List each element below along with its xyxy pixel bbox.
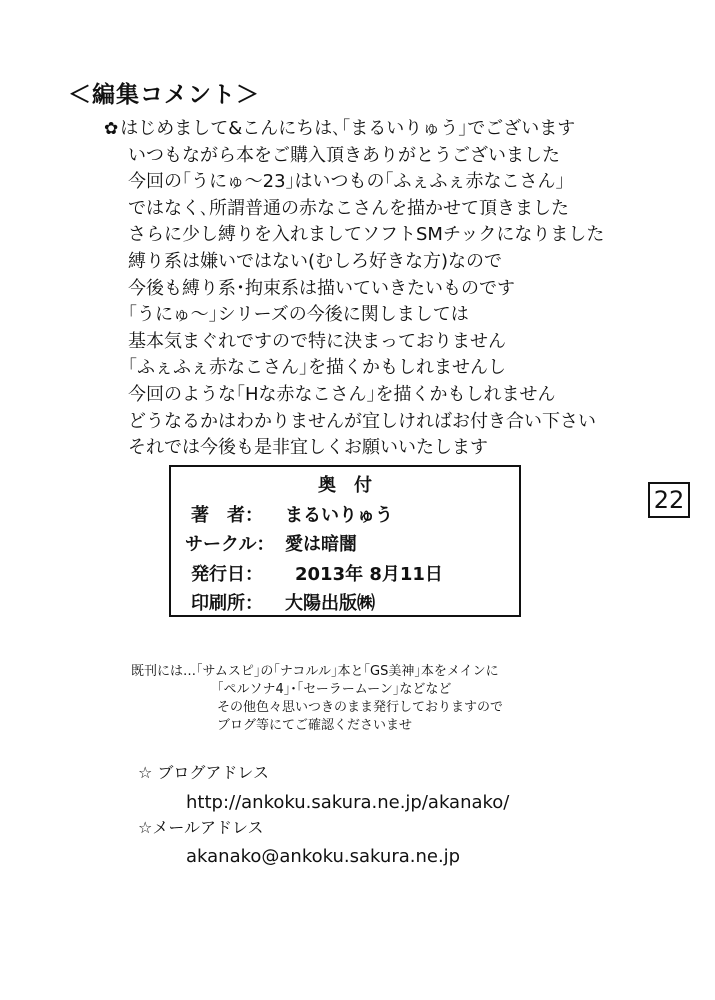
colophon-label: 著 者： [191, 505, 263, 526]
colophon-value: 愛は暗闇 [285, 534, 357, 555]
comment-line: どうなるかはわかりませんが宜しければお付き合い下さい [128, 410, 596, 432]
comment-line: 今回のような｢Hな赤なこさん｣を描くかもしれません [128, 383, 556, 405]
back-catalog-notes [131, 663, 503, 735]
mail-address-label: ☆メールアドレス [138, 818, 264, 837]
comment-line: ではなく､所謂普通の赤なこさんを描かせて頂きました [128, 197, 569, 219]
comment-line: それでは今後も是非宜しくお願いいたします [128, 437, 488, 459]
blog-address-link[interactable]: http://ankoku.sakura.ne.jp/akanako/ [186, 792, 510, 813]
comment-line: 今後も縛り系･拘束系は描いていきたいものです [128, 277, 515, 299]
note-line: ｢ペルソナ4｣･｢セーラームーン｣などなど [217, 682, 452, 697]
note-line: ブログ等にてご確認くださいませ [217, 718, 413, 733]
note-line: その他色々思いつきのまま発行しておりますので [217, 700, 504, 715]
comment-line: ｢ふぇふぇ赤なこさん｣を描くかもしれませんし [128, 357, 506, 379]
note-line: 既刊には…｢サムスピ｣の｢ナコルル｣本と｢GS美神｣本をメインに [131, 664, 499, 679]
editorial-comment-heading: ＜編集コメント＞ [68, 82, 260, 108]
comment-line: 縛り系は嫌いではない(むしろ好きな方)なので [128, 250, 503, 272]
comment-line-text: はじめまして&こんにちは､｢まるいりゅう｣でございます [120, 118, 576, 139]
colophon-row-date [191, 560, 443, 586]
comment-line: 今回の｢うにゅ〜23｣はいつもの｢ふぇふぇ赤なこさん｣ [128, 171, 565, 193]
colophon-label: サークル： [185, 534, 275, 555]
mail-address-link[interactable]: akanako@ankoku.sakura.ne.jp [186, 846, 461, 867]
colophon-value: 2013年 8月11日 [295, 564, 443, 585]
editorial-comment [104, 116, 604, 462]
colophon-row-author [191, 501, 393, 527]
blog-address-label: ☆ ブログアドレス [138, 763, 269, 782]
comment-line [104, 116, 604, 143]
page-number: 22 [648, 482, 690, 518]
colophon-row-printer [191, 589, 375, 615]
comment-line: ｢うにゅ〜｣シリーズの今後に関しましては [128, 304, 469, 326]
comment-line: さらに少し縛りを入れましてソフトSMチックになりました [128, 224, 605, 246]
comment-line: 基本気まぐれですので特に決まっておりません [128, 330, 506, 352]
colophon-value: まるいりゅう [285, 505, 393, 526]
colophon-row-circle [185, 530, 357, 556]
colophon-label: 印刷所： [191, 593, 263, 614]
flower-star-icon: ✿ [104, 119, 119, 139]
colophon-title: 奥 付 [318, 475, 372, 496]
colophon-box [169, 465, 521, 617]
colophon-value: 大陽出版㈱ [285, 593, 375, 614]
colophon-label: 発行日： [191, 564, 263, 585]
comment-line: いつもながら本をご購入頂きありがとうございました [128, 144, 560, 166]
